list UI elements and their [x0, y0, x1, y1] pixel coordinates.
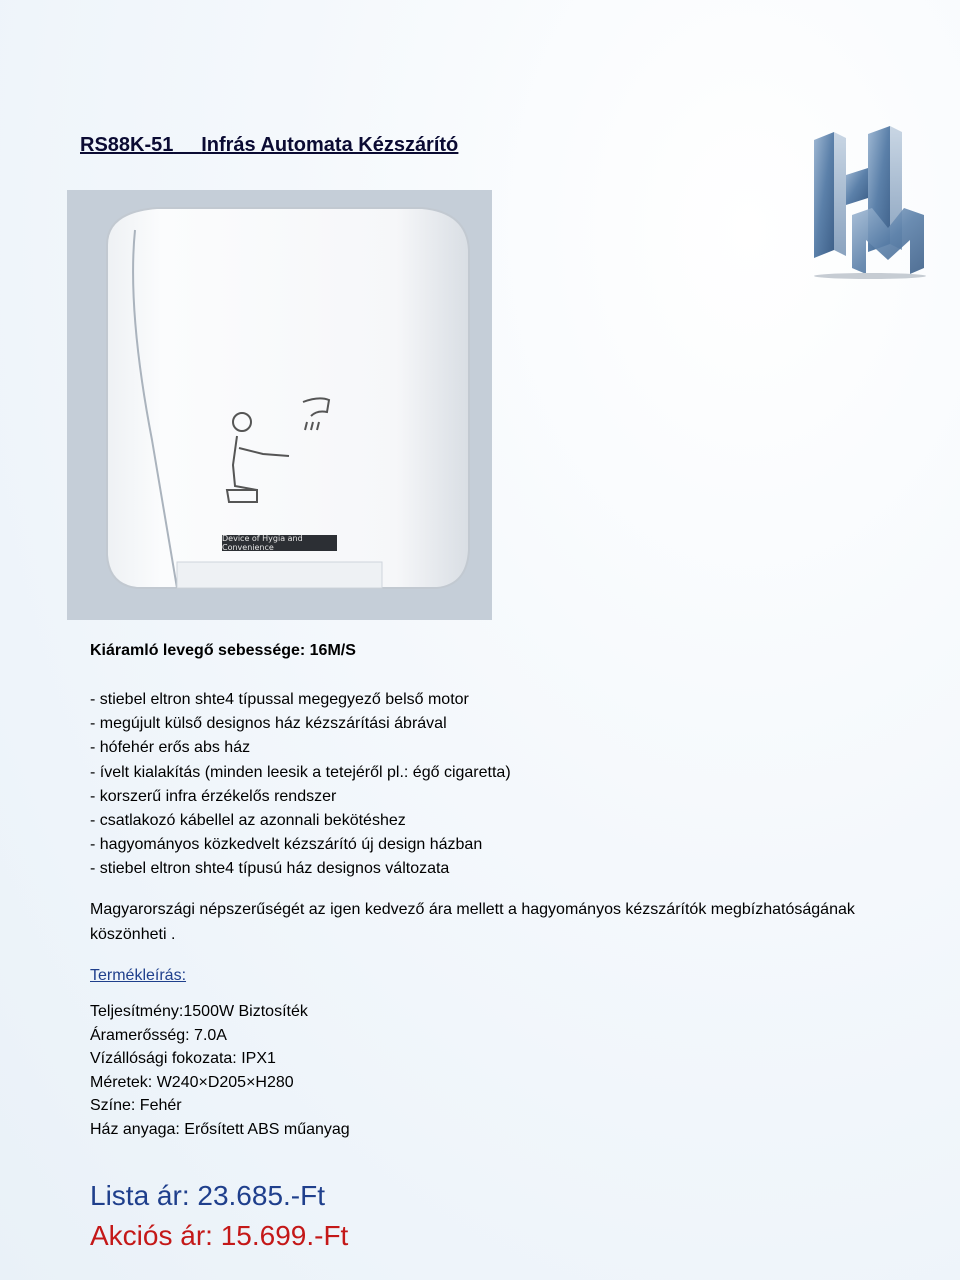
list-item: - hófehér erős abs ház	[90, 739, 251, 757]
list-item: Ház anyaga: Erősített ABS műanyag	[90, 1120, 350, 1138]
product-name: Infrás Automata Kézszárító	[201, 134, 459, 156]
popularity-paragraph: Magyarországi népszerűségét az igen kedvező ára mellett a hagyományos kézszárítók megbízhatóságának köszönheti .	[90, 901, 855, 943]
description-heading: Termékleírás:	[90, 967, 187, 984]
list-item: - stiebel eltron shte4 típussal megegyező belső motor	[90, 691, 469, 708]
sale-price: Akciós ár: 15.699.-Ft	[90, 1220, 349, 1251]
list-item: - hagyományos közkedvelt kézszárító új design házban	[90, 836, 483, 854]
list-item: Vízállósági fokozata: IPX1	[90, 1050, 276, 1068]
list-item: Méretek: W240×D205×H280	[90, 1073, 294, 1091]
list-item: Áramerősség: 7.0A	[90, 1026, 227, 1044]
spec-list	[90, 1000, 350, 1142]
device-label-plate: Device of Hygia and Convenience	[222, 535, 337, 551]
airflow-speed: Kiáramló levegő sebessége: 16M/S	[90, 642, 356, 659]
hand-dryer-photo	[67, 190, 492, 620]
list-item: Színe: Fehér	[90, 1097, 182, 1115]
product-code: RS88K-51	[80, 134, 174, 156]
list-item: Teljesítmény:1500W Biztosíték	[90, 1003, 308, 1020]
list-item: - korszerű infra érzékelős rendszer	[90, 787, 337, 805]
list-item: - megújult külső designos ház kézszárítási ábrával	[90, 715, 447, 733]
hm-logo-icon	[806, 120, 932, 280]
feature-list	[90, 688, 511, 882]
list-item: - csatlakozó kábellel az azonnali bekötéshez	[90, 812, 406, 830]
list-price: Lista ár: 23.685.-Ft	[90, 1180, 326, 1211]
product-title	[80, 134, 458, 157]
list-item: - stiebel eltron shte4 típusú ház designos változata	[90, 860, 450, 878]
list-item: - ívelt kialakítás (minden leesik a tetejéről pl.: égő cigaretta)	[90, 763, 511, 781]
